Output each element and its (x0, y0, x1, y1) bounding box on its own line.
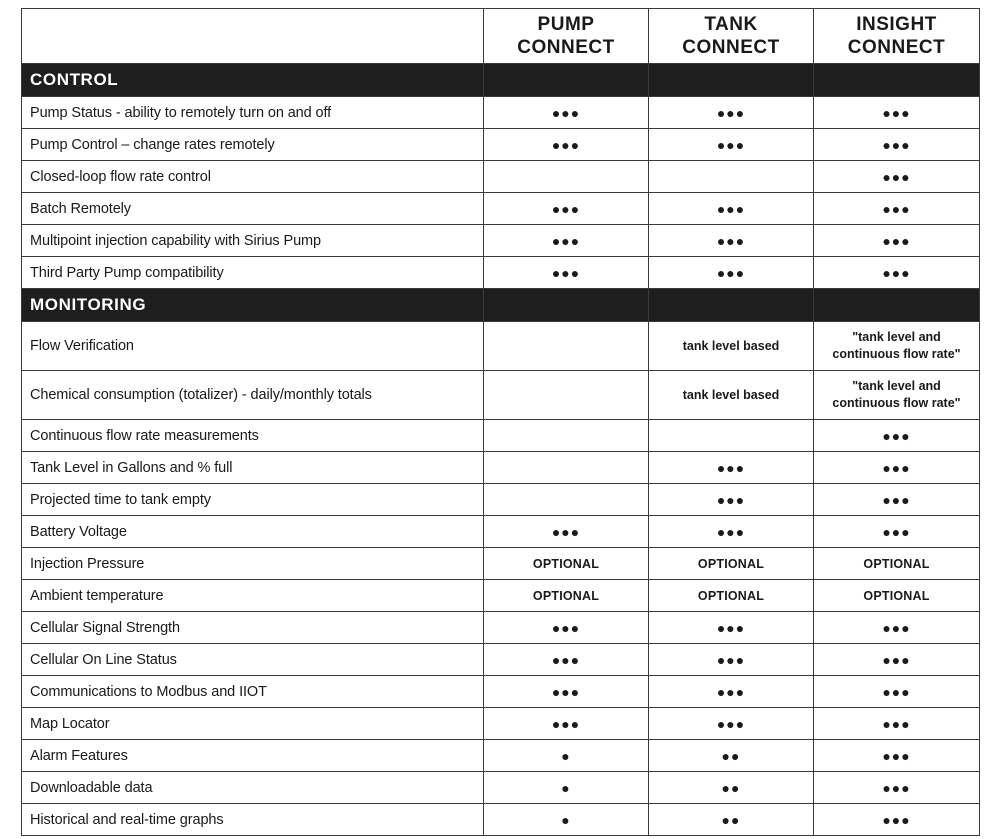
table-row (22, 740, 980, 772)
feature-label: Historical and real-time graphs (22, 804, 484, 836)
table-row (22, 580, 980, 612)
rating-dots: ● (561, 779, 571, 796)
feature-value-cell (814, 257, 980, 289)
feature-value-cell (814, 772, 980, 804)
rating-dots: ● (561, 811, 571, 828)
feature-value-cell (484, 548, 649, 580)
table-row (22, 193, 980, 225)
feature-label: Third Party Pump compatibility (22, 257, 484, 289)
rating-dots: ● (561, 747, 571, 764)
feature-label: Cellular On Line Status (22, 644, 484, 676)
feature-label: Downloadable data (22, 772, 484, 804)
feature-value-cell (814, 516, 980, 548)
optional-label: OPTIONAL (863, 589, 930, 603)
feature-value-cell (814, 371, 980, 420)
feature-value-cell (484, 97, 649, 129)
feature-value-cell (649, 804, 814, 836)
rating-dots: ●●● (882, 427, 911, 444)
rating-dots: ●●● (551, 232, 581, 249)
feature-value-cell (484, 452, 649, 484)
feature-comparison-table (21, 8, 980, 836)
feature-value-cell (484, 740, 649, 772)
feature-value-cell (649, 644, 814, 676)
feature-value-cell (814, 452, 980, 484)
feature-value-cell (484, 612, 649, 644)
feature-value-cell (814, 484, 980, 516)
section-header-cell (484, 64, 649, 97)
comparison-table-container (21, 8, 979, 836)
feature-label: Chemical consumption (totalizer) - daily/monthly totals (22, 371, 484, 420)
table-body (22, 64, 980, 836)
table-row (22, 644, 980, 676)
feature-value-cell (649, 129, 814, 161)
section-header-row (22, 289, 980, 322)
feature-label: Injection Pressure (22, 548, 484, 580)
feature-label: Batch Remotely (22, 193, 484, 225)
rating-dots: ●●● (551, 619, 581, 636)
feature-value-cell (649, 371, 814, 420)
header-corner-cell (22, 9, 484, 64)
feature-value-cell (649, 676, 814, 708)
rating-dots: ●●● (716, 264, 746, 281)
rating-dots: ●●● (882, 200, 911, 217)
feature-value-cell (814, 740, 980, 772)
table-row (22, 452, 980, 484)
rating-dots: ●●● (716, 715, 746, 732)
feature-value-cell (484, 225, 649, 257)
feature-value-cell (814, 612, 980, 644)
feature-value-cell (649, 257, 814, 289)
rating-dots: ●● (721, 811, 741, 828)
feature-value-cell (484, 676, 649, 708)
column-header-line1: INSIGHT (856, 14, 937, 35)
table-row (22, 612, 980, 644)
column-header-line1: TANK (704, 14, 758, 35)
rating-dots: ●●● (551, 683, 581, 700)
feature-label: Alarm Features (22, 740, 484, 772)
rating-dots: ●●● (882, 264, 911, 281)
table-row (22, 97, 980, 129)
feature-value-cell (649, 225, 814, 257)
rating-dots: ●●● (551, 523, 581, 540)
table-row (22, 548, 980, 580)
feature-value-cell (649, 322, 814, 371)
feature-value-cell (814, 804, 980, 836)
section-header-row (22, 64, 980, 97)
feature-label: Ambient temperature (22, 580, 484, 612)
feature-value-cell (484, 772, 649, 804)
feature-value-cell (484, 516, 649, 548)
feature-label: Multipoint injection capability with Sirius Pump (22, 225, 484, 257)
rating-dots: ●●● (716, 104, 746, 121)
column-header-line2: CONNECT (847, 37, 946, 58)
rating-dots: ●●● (716, 200, 746, 217)
feature-value-cell (814, 322, 980, 371)
feature-value-cell (484, 804, 649, 836)
value-note: "tank level and continuous flow rate" (832, 379, 961, 410)
feature-label: Tank Level in Gallons and % full (22, 452, 484, 484)
optional-label: OPTIONAL (532, 589, 600, 603)
feature-value-cell (484, 257, 649, 289)
feature-label: Communications to Modbus and IIOT (22, 676, 484, 708)
feature-value-cell (649, 97, 814, 129)
column-header-line2: CONNECT (517, 37, 615, 58)
table-row (22, 161, 980, 193)
rating-dots: ●●● (882, 683, 911, 700)
column-header-pump-connect (484, 9, 649, 64)
feature-value-cell (484, 193, 649, 225)
rating-dots: ●●● (882, 651, 911, 668)
rating-dots: ●●● (882, 811, 911, 828)
table-row (22, 322, 980, 371)
feature-value-cell (484, 580, 649, 612)
rating-dots: ●●● (551, 136, 581, 153)
feature-value-cell (814, 708, 980, 740)
table-row (22, 420, 980, 452)
rating-dots: ●● (721, 747, 741, 764)
rating-dots: ●●● (716, 651, 746, 668)
rating-dots: ●●● (551, 651, 581, 668)
value-note: "tank level and continuous flow rate" (832, 330, 961, 361)
rating-dots: ●●● (882, 104, 911, 121)
feature-value-cell (649, 708, 814, 740)
optional-label: OPTIONAL (532, 557, 600, 571)
section-header-cell (484, 289, 649, 322)
feature-value-cell (484, 371, 649, 420)
rating-dots: ●●● (882, 779, 911, 796)
feature-value-cell (484, 644, 649, 676)
feature-value-cell (649, 420, 814, 452)
rating-dots: ●●● (716, 683, 746, 700)
rating-dots: ●●● (551, 200, 581, 217)
feature-label: Closed-loop flow rate control (22, 161, 484, 193)
feature-value-cell (649, 548, 814, 580)
rating-dots: ●●● (551, 715, 581, 732)
rating-dots: ●●● (882, 619, 911, 636)
rating-dots: ●●● (716, 619, 746, 636)
feature-value-cell (484, 708, 649, 740)
feature-value-cell (814, 225, 980, 257)
value-note: tank level based (682, 338, 780, 353)
column-header-tank-connect (649, 9, 814, 64)
table-row (22, 804, 980, 836)
optional-label: OPTIONAL (697, 589, 765, 603)
rating-dots: ●●● (716, 523, 746, 540)
rating-dots: ●●● (716, 232, 746, 249)
optional-label: OPTIONAL (863, 557, 930, 571)
table-row (22, 708, 980, 740)
rating-dots: ●●● (882, 136, 911, 153)
feature-label: Battery Voltage (22, 516, 484, 548)
feature-label: Cellular Signal Strength (22, 612, 484, 644)
feature-value-cell (814, 548, 980, 580)
feature-label: Continuous flow rate measurements (22, 420, 484, 452)
feature-value-cell (649, 484, 814, 516)
table-row (22, 516, 980, 548)
section-header-cell (814, 64, 980, 97)
rating-dots: ●● (721, 779, 741, 796)
rating-dots: ●●● (882, 459, 911, 476)
feature-value-cell (649, 612, 814, 644)
column-header-line1: PUMP (537, 14, 595, 35)
section-header-cell (649, 289, 814, 322)
column-header-insight-connect (814, 9, 980, 64)
feature-value-cell (814, 193, 980, 225)
feature-label: Flow Verification (22, 322, 484, 371)
feature-value-cell (814, 161, 980, 193)
section-title: MONITORING (22, 289, 484, 322)
rating-dots: ●●● (882, 168, 911, 185)
table-row (22, 225, 980, 257)
value-note: tank level based (682, 387, 780, 402)
table-row (22, 257, 980, 289)
rating-dots: ●●● (551, 104, 581, 121)
feature-value-cell (649, 580, 814, 612)
column-header-line2: CONNECT (682, 37, 780, 58)
rating-dots: ●●● (716, 459, 746, 476)
feature-value-cell (814, 97, 980, 129)
optional-label: OPTIONAL (697, 557, 765, 571)
feature-label: Projected time to tank empty (22, 484, 484, 516)
rating-dots: ●●● (882, 232, 911, 249)
feature-value-cell (814, 644, 980, 676)
feature-label: Pump Control – change rates remotely (22, 129, 484, 161)
rating-dots: ●●● (716, 136, 746, 153)
feature-label: Map Locator (22, 708, 484, 740)
rating-dots: ●●● (716, 491, 746, 508)
table-row (22, 484, 980, 516)
feature-value-cell (649, 452, 814, 484)
table-row (22, 676, 980, 708)
feature-value-cell (484, 322, 649, 371)
feature-value-cell (649, 740, 814, 772)
feature-value-cell (649, 516, 814, 548)
feature-value-cell (814, 676, 980, 708)
section-header-cell (649, 64, 814, 97)
header-row (22, 9, 980, 64)
feature-label: Pump Status - ability to remotely turn on and off (22, 97, 484, 129)
feature-value-cell (484, 420, 649, 452)
rating-dots: ●●● (551, 264, 581, 281)
rating-dots: ●●● (882, 747, 911, 764)
feature-value-cell (649, 772, 814, 804)
section-header-cell (814, 289, 980, 322)
feature-value-cell (814, 580, 980, 612)
table-row (22, 129, 980, 161)
feature-value-cell (814, 129, 980, 161)
feature-value-cell (649, 161, 814, 193)
feature-value-cell (484, 129, 649, 161)
section-title: CONTROL (22, 64, 484, 97)
rating-dots: ●●● (882, 491, 911, 508)
rating-dots: ●●● (882, 523, 911, 540)
feature-value-cell (484, 484, 649, 516)
rating-dots: ●●● (882, 715, 911, 732)
feature-value-cell (484, 161, 649, 193)
table-row (22, 772, 980, 804)
feature-value-cell (649, 193, 814, 225)
feature-value-cell (814, 420, 980, 452)
table-row (22, 371, 980, 420)
